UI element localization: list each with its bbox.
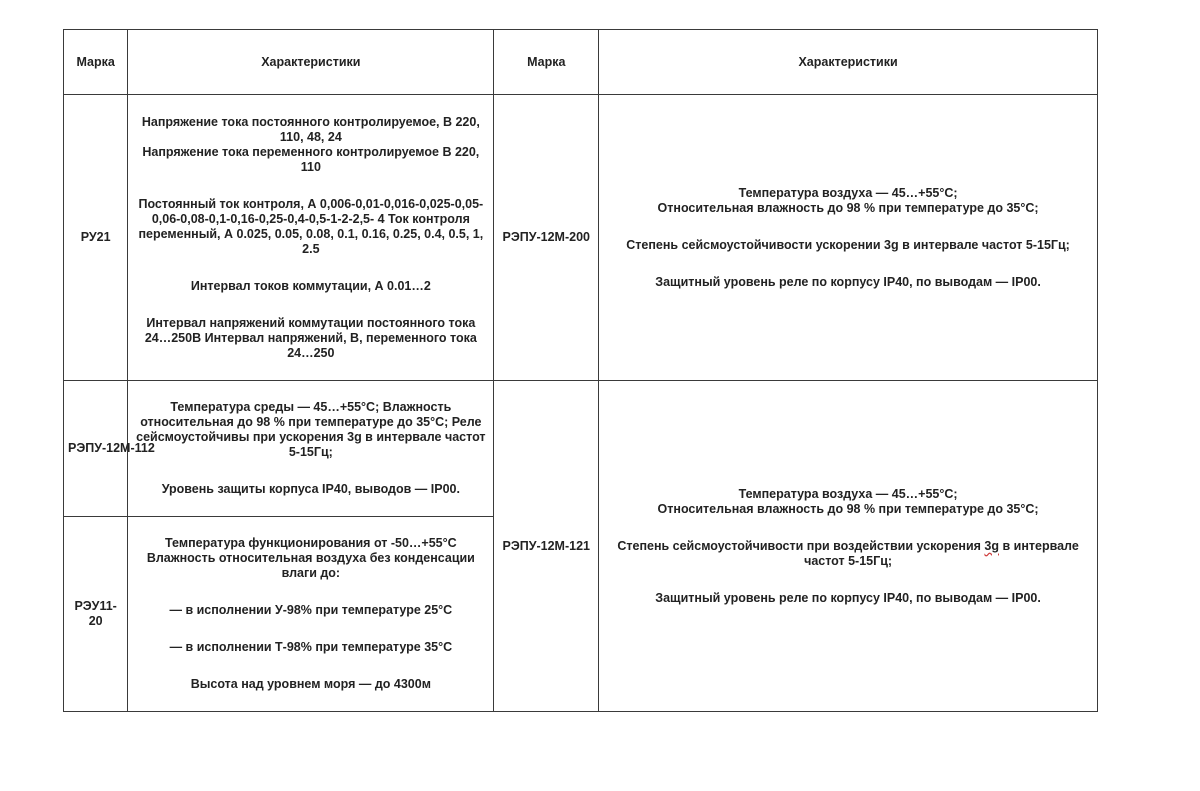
specifications-table: [63, 29, 1098, 712]
repu112-protection: Уровень защиты корпуса IP40, выводов — IP00.: [161, 482, 460, 496]
table-row: [64, 95, 1098, 381]
repu121-air-temperature: Температура воздуха — 45…+55°С;: [738, 486, 958, 501]
repu121-humidity: Относительная влажность до 98 % при температуре до 35°С;: [657, 501, 1039, 516]
reu1120-version-t: — в исполнении Т-98% при температуре 35°С: [169, 640, 453, 654]
repu200-air-temperature: Температура воздуха — 45…+55°С;: [738, 185, 958, 200]
reu1120-version-u: — в исполнении У-98% при температуре 25°С: [169, 603, 453, 617]
repu121-seismic-3g: 3g: [984, 538, 999, 553]
ru21-control-current: Постоянный ток контроля, А 0,006-0,01-0,016-0,025-0,05-0,06-0,08-0,1-0,16-0,25-0,4-0,5-1-2-2,5- 4 Ток контроля переменный, А 0.025, 0.05, 0.08, 0.1, 0.16, 0.25, 0.4, 0.5, 1, 2.5: [138, 196, 484, 256]
repu112-environment: Температура среды — 45…+55°С; Влажность относительная до 98 % при температуре до 35°С; Реле сейсмоустойчивы при ускорения 3g в интервале частот 5-15Гц;: [136, 400, 486, 459]
header-characteristics-left: Характеристики: [128, 30, 494, 95]
characteristics-repu-12m-200: [599, 95, 1098, 381]
repu200-seismic: Степень сейсмоустойчивости ускорении 3g в интервале частот 5-15Гц;: [626, 237, 1070, 252]
repu121-protection: Защитный уровень реле по корпусу IP40, по выводам — IP00.: [655, 590, 1041, 605]
repu121-seismic: [603, 539, 1093, 569]
mark-repu-12m-121: РЭПУ-12М-121: [494, 381, 599, 712]
reu1120-operating-temperature: Температура функционирования от -50…+55°С Влажность относительная воздуха без конденсации влаги до:: [146, 536, 475, 580]
ru21-switching-voltage: Интервал напряжений коммутации постоянного тока 24…250В Интервал напряжений, В, переменного тока 24…250: [144, 315, 477, 360]
header-characteristics-right: Характеристики: [599, 30, 1098, 95]
characteristics-ru21: [128, 95, 494, 381]
mark-repu-12m-200: РЭПУ-12М-200: [494, 95, 599, 381]
table-row: [64, 381, 1098, 517]
header-row: [64, 30, 1098, 95]
mark-ru21: РУ21: [64, 95, 128, 381]
ru21-switching-current: Интервал токов коммутации, А 0.01…2: [190, 278, 431, 293]
reu1120-altitude: Высота над уровнем моря — до 4300м: [190, 677, 431, 691]
repu121-seismic-part2: в интервале частот 5-15Гц;: [804, 538, 1079, 568]
mark-repu-12m-112: РЭПУ-12М-112: [64, 381, 128, 517]
characteristics-reu11-20: [128, 517, 494, 712]
characteristics-repu-12m-121: [599, 381, 1098, 712]
header-mark-left: Марка: [64, 30, 128, 95]
mark-reu11-20: РЭУ11-20: [64, 517, 128, 712]
repu200-humidity: Относительная влажность до 98 % при температуре до 35°С;: [657, 200, 1039, 215]
repu121-seismic-part1: Степень сейсмоустойчивости при воздействии ускорения: [617, 538, 985, 553]
header-mark-right: Марка: [494, 30, 599, 95]
ru21-dc-voltage: Напряжение тока постоянного контролируемое, В 220, 110, 48, 24: [141, 114, 480, 144]
ru21-ac-voltage: Напряжение тока переменного контролируемое В 220, 110: [142, 144, 480, 174]
repu200-protection: Защитный уровень реле по корпусу IP40, по выводам — IP00.: [655, 274, 1041, 289]
characteristics-repu-12m-112: [128, 381, 494, 517]
